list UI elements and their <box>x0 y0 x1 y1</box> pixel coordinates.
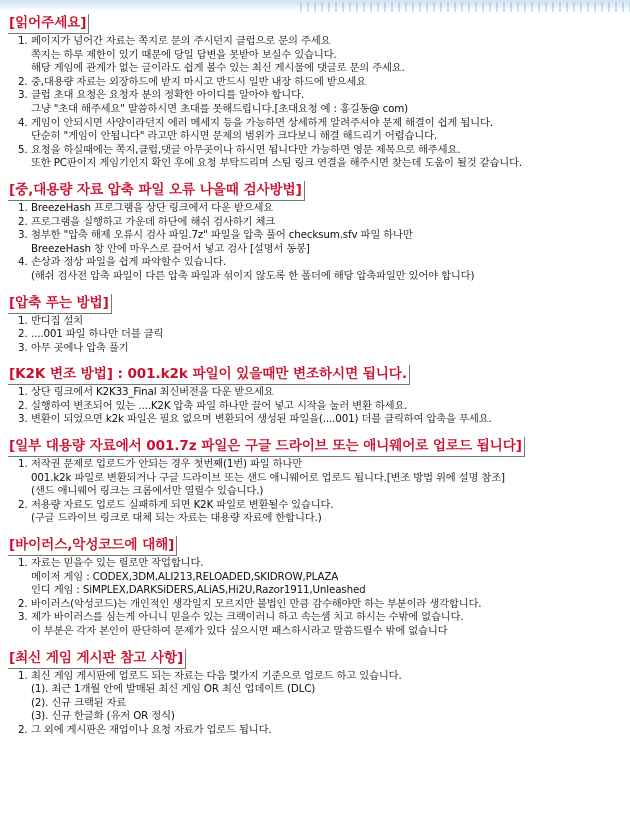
notice-section <box>8 534 626 639</box>
list-item <box>18 557 626 571</box>
list-item-number: 3. <box>18 341 28 354</box>
list-item-continuation <box>18 697 626 711</box>
list-item-continuation <box>18 512 626 526</box>
list-item-text: (해쉬 검사전 압축 파일이 다른 압축 파일과 섞이지 않도록 한 폴더에 해당 압축파일만 있어야 합니다) <box>31 269 475 282</box>
list-item-number: 1. <box>18 386 28 399</box>
list-item-continuation <box>18 584 626 598</box>
notice-document <box>8 12 626 746</box>
list-item <box>18 315 626 329</box>
list-item-text: 또한 PC판이지 게임기인지 확인 후에 요청 부탁드리며 스팀 링크 연결을 해주시면 찾는데 도움이 될것 같습니다. <box>31 157 523 170</box>
list-item-continuation <box>18 571 626 585</box>
list-item <box>18 611 626 625</box>
list-item <box>18 229 626 243</box>
section-heading: [K2K 변조 방법] : 001.k2k 파일이 있을때만 변조하시면 됩니다. <box>8 365 410 385</box>
list-item <box>18 499 626 513</box>
list-item-text: 저작권 문제로 업로드가 안되는 경우 첫번째(1번) 파일 하나만 <box>31 458 303 471</box>
section-heading: [최신 게임 게시판 참고 사항] <box>8 649 186 669</box>
list-item-text: 클럽 초대 요청은 요청자 분의 정확한 아이디를 알아야 합니다. <box>31 89 305 102</box>
section-heading: [바이러스,악성코드에 대해] <box>8 536 177 556</box>
section-heading: [일부 대용량 자료에서 001.7z 파일은 구글 드라이브 또는 애니웨어로 업로드 됩니다] <box>8 437 525 457</box>
notice-section <box>8 12 626 171</box>
list-item-continuation <box>18 103 626 117</box>
list-item <box>18 256 626 270</box>
list-item-continuation <box>18 157 626 171</box>
notice-section <box>8 363 626 427</box>
list-item-text: 메이저 게임 : CODEX,3DM,ALI213,RELOADED,SKIDROW,PLAZA <box>31 570 339 583</box>
list-item-continuation <box>18 62 626 76</box>
list-item-number: 2. <box>18 723 28 736</box>
list-item <box>18 216 626 230</box>
list-item-text: 이 부분은 각자 본인이 판단하여 문제가 있다 싶으시면 패스하시라고 말씀드릴수 밖에 없습니다 <box>31 625 448 637</box>
list-item <box>18 458 626 472</box>
list-item-number: 1. <box>18 557 28 570</box>
list-item-text: 요청을 하실때에는 쪽지,클럽,댓글 아무곳이나 하시면 됩니다만 가능하면 영문 제목으로 해주세요. <box>31 143 461 156</box>
list-item-number: 2. <box>18 498 28 511</box>
list-item-text: 최신 게임 게시판에 업로드 되는 자료는 다음 몇가지 기준으로 업로드 하고 있습니다. <box>31 669 402 682</box>
list-item-text: 자료는 믿을수 있는 릴로만 작업합니다. <box>31 557 204 570</box>
list-item-number: 3. <box>18 89 28 102</box>
list-item <box>18 76 626 90</box>
list-item <box>18 598 626 612</box>
section-heading: [압축 푸는 방법] <box>8 294 112 314</box>
list-item-continuation <box>18 710 626 724</box>
list-item-number: 4. <box>18 116 28 129</box>
list-item <box>18 328 626 342</box>
list-item-text: (1). 최근 1개월 안에 발매된 최신 게임 OR 최신 업데이트 (DLC) <box>31 683 316 696</box>
section-heading: [읽어주세요] <box>8 14 89 34</box>
list-item-continuation <box>18 130 626 144</box>
list-item <box>18 144 626 158</box>
list-item-number: 2. <box>18 328 28 341</box>
list-item-number: 2. <box>18 215 28 228</box>
list-item <box>18 724 626 738</box>
list-item <box>18 400 626 414</box>
list-item-text: 프로그램을 실행하고 가운데 하단에 해쉬 검사하기 체크 <box>31 215 276 228</box>
list-item <box>18 386 626 400</box>
list-item-text: 아무 곳에나 압축 풀기 <box>31 341 129 354</box>
section-body <box>8 386 626 427</box>
list-item-text: 상단 링크에서 K2K33_Final 최신버전을 다운 받으세요 <box>31 386 274 399</box>
list-item-continuation <box>18 49 626 63</box>
list-item <box>18 342 626 356</box>
list-item-text: 손상과 정상 파일을 쉽게 파악할수 있습니다. <box>31 256 227 269</box>
list-item-continuation <box>18 243 626 257</box>
list-item-text: 001.k2k 파일로 변환되거나 구글 드라이브 또는 샌드 애니웨어로 업로드 됩니다.[변조 방법 위에 설명 참조] <box>31 471 505 484</box>
section-body <box>8 35 626 171</box>
list-item-text: 실행하여 변조되어 있는 ....K2K 압축 파일 하나만 끌어 넣고 시작을 눌러 변환 하세요. <box>31 399 408 412</box>
list-item-text: (2). 신규 크랙된 자료 <box>31 696 127 709</box>
notice-section <box>8 179 626 284</box>
list-item-text: 그 외에 게시판은 재업이나 요청 자료가 업로드 됩니다. <box>31 723 272 736</box>
list-item-text: (구글 드라이브 링크로 대체 되는 자료는 대용량 자료에 한합니다.) <box>31 512 322 525</box>
list-item-number: 3. <box>18 229 28 242</box>
list-item-number: 2. <box>18 75 28 88</box>
list-item-continuation <box>18 270 626 284</box>
list-item <box>18 670 626 684</box>
list-item-text: 바이러스(악성코드)는 개인적인 생각일지 모르지만 불법인 만큼 감수해야만 하는 부분이라 생각합니다. <box>31 597 482 610</box>
list-item-text: 인디 게임 : SiMPLEX,DARKSiDERS,ALiAS,Hi2U,Razor1911,Unleashed <box>31 584 366 597</box>
list-item-text: 제가 바이러스를 심는게 아니니 믿을수 있는 크랙이러니 하고 속는셈 치고 하시는 수밖에 없습니다. <box>31 611 464 624</box>
list-item-text: 단순히 "게임이 안됩니다" 라고만 하시면 문제의 범위가 크다보니 해결 해드리기 어렵습니다. <box>31 130 438 143</box>
list-item-text: ....001 파일 하나만 더블 클릭 <box>31 328 164 341</box>
list-item-text: 게임이 안되시면 사양이라던지 에러 메세지 등을 가능하면 상세하게 알려주셔야 문제 해결이 쉽게 됩니다. <box>31 116 493 129</box>
notice-section <box>8 292 626 356</box>
section-heading: [중,대용량 자료 압축 파일 오류 나올때 검사방법] <box>8 181 305 201</box>
list-item-text: 중,대용량 자료는 외장하드에 받지 마시고 반드시 일반 내장 하드에 받으세요 <box>31 75 366 88</box>
section-body <box>8 315 626 356</box>
list-item-number: 3. <box>18 413 28 426</box>
list-item-text: 쪽지는 하루 제한이 있기 때문에 당일 답변을 못받아 보실수 있습니다. <box>31 48 337 61</box>
notice-section <box>8 647 626 738</box>
list-item-text: 그냥 "초대 해주세요" 말씀하시면 초대를 못해드립니다.[초대요청 예 : 홍길동@ com) <box>31 102 409 115</box>
section-body <box>8 670 626 738</box>
list-item-number: 5. <box>18 143 28 156</box>
list-item-continuation <box>18 625 626 639</box>
list-item-number: 3. <box>18 611 28 624</box>
list-item-number: 2. <box>18 597 28 610</box>
list-item-text: 해당 게임에 관계가 없는 글이라도 쉽게 볼수 있는 최신 게시물에 댓글로 문의 주세요. <box>31 62 405 75</box>
top-decorative-pattern <box>300 2 630 12</box>
list-item-number: 2. <box>18 399 28 412</box>
list-item-number: 1. <box>18 669 28 682</box>
section-body <box>8 202 626 284</box>
list-item-text: (샌드 애니웨어 링크는 크롬에서만 열릴수 있습니다.) <box>31 485 264 498</box>
list-item-number: 1. <box>18 314 28 327</box>
list-item-continuation <box>18 485 626 499</box>
list-item-text: 페이지가 넘어간 자료는 쪽지로 문의 주시던지 클럽으로 문의 주세요 <box>31 35 331 47</box>
notice-section <box>8 435 626 526</box>
list-item-continuation <box>18 472 626 486</box>
section-body <box>8 557 626 639</box>
list-item <box>18 413 626 427</box>
section-body <box>8 458 626 526</box>
list-item-number: 4. <box>18 256 28 269</box>
list-item <box>18 202 626 216</box>
list-item-text: (3). 신규 한글화 (유저 OR 정식) <box>31 710 175 723</box>
list-item-text: 저용량 자료도 업로드 실패하게 되면 K2K 파일로 변환될수 있습니다. <box>31 498 334 511</box>
list-item-number: 1. <box>18 201 28 214</box>
list-item-number: 1. <box>18 458 28 471</box>
list-item-text: 반디집 설치 <box>31 314 84 327</box>
list-item-text: BreezeHash 창 안에 마우스로 끌어서 넣고 검사 [설명서 동봉] <box>31 242 310 255</box>
list-item <box>18 117 626 131</box>
list-item-text: BreezeHash 프로그램을 상단 링크에서 다운 받으세요 <box>31 201 274 214</box>
list-item <box>18 89 626 103</box>
list-item-number: 1. <box>18 35 28 47</box>
list-item <box>18 35 626 49</box>
list-item-text: 변환이 되었으면 k2k 파일은 필요 없으며 변환되어 생성된 파일을(....001) 더블 클릭하여 압축을 푸세요. <box>31 413 492 426</box>
list-item-continuation <box>18 683 626 697</box>
list-item-text: 첨부한 "압축 해제 오류시 검사 파일.7z" 파일을 압축 풀어 checksum.sfv 파일 하나만 <box>31 229 413 242</box>
